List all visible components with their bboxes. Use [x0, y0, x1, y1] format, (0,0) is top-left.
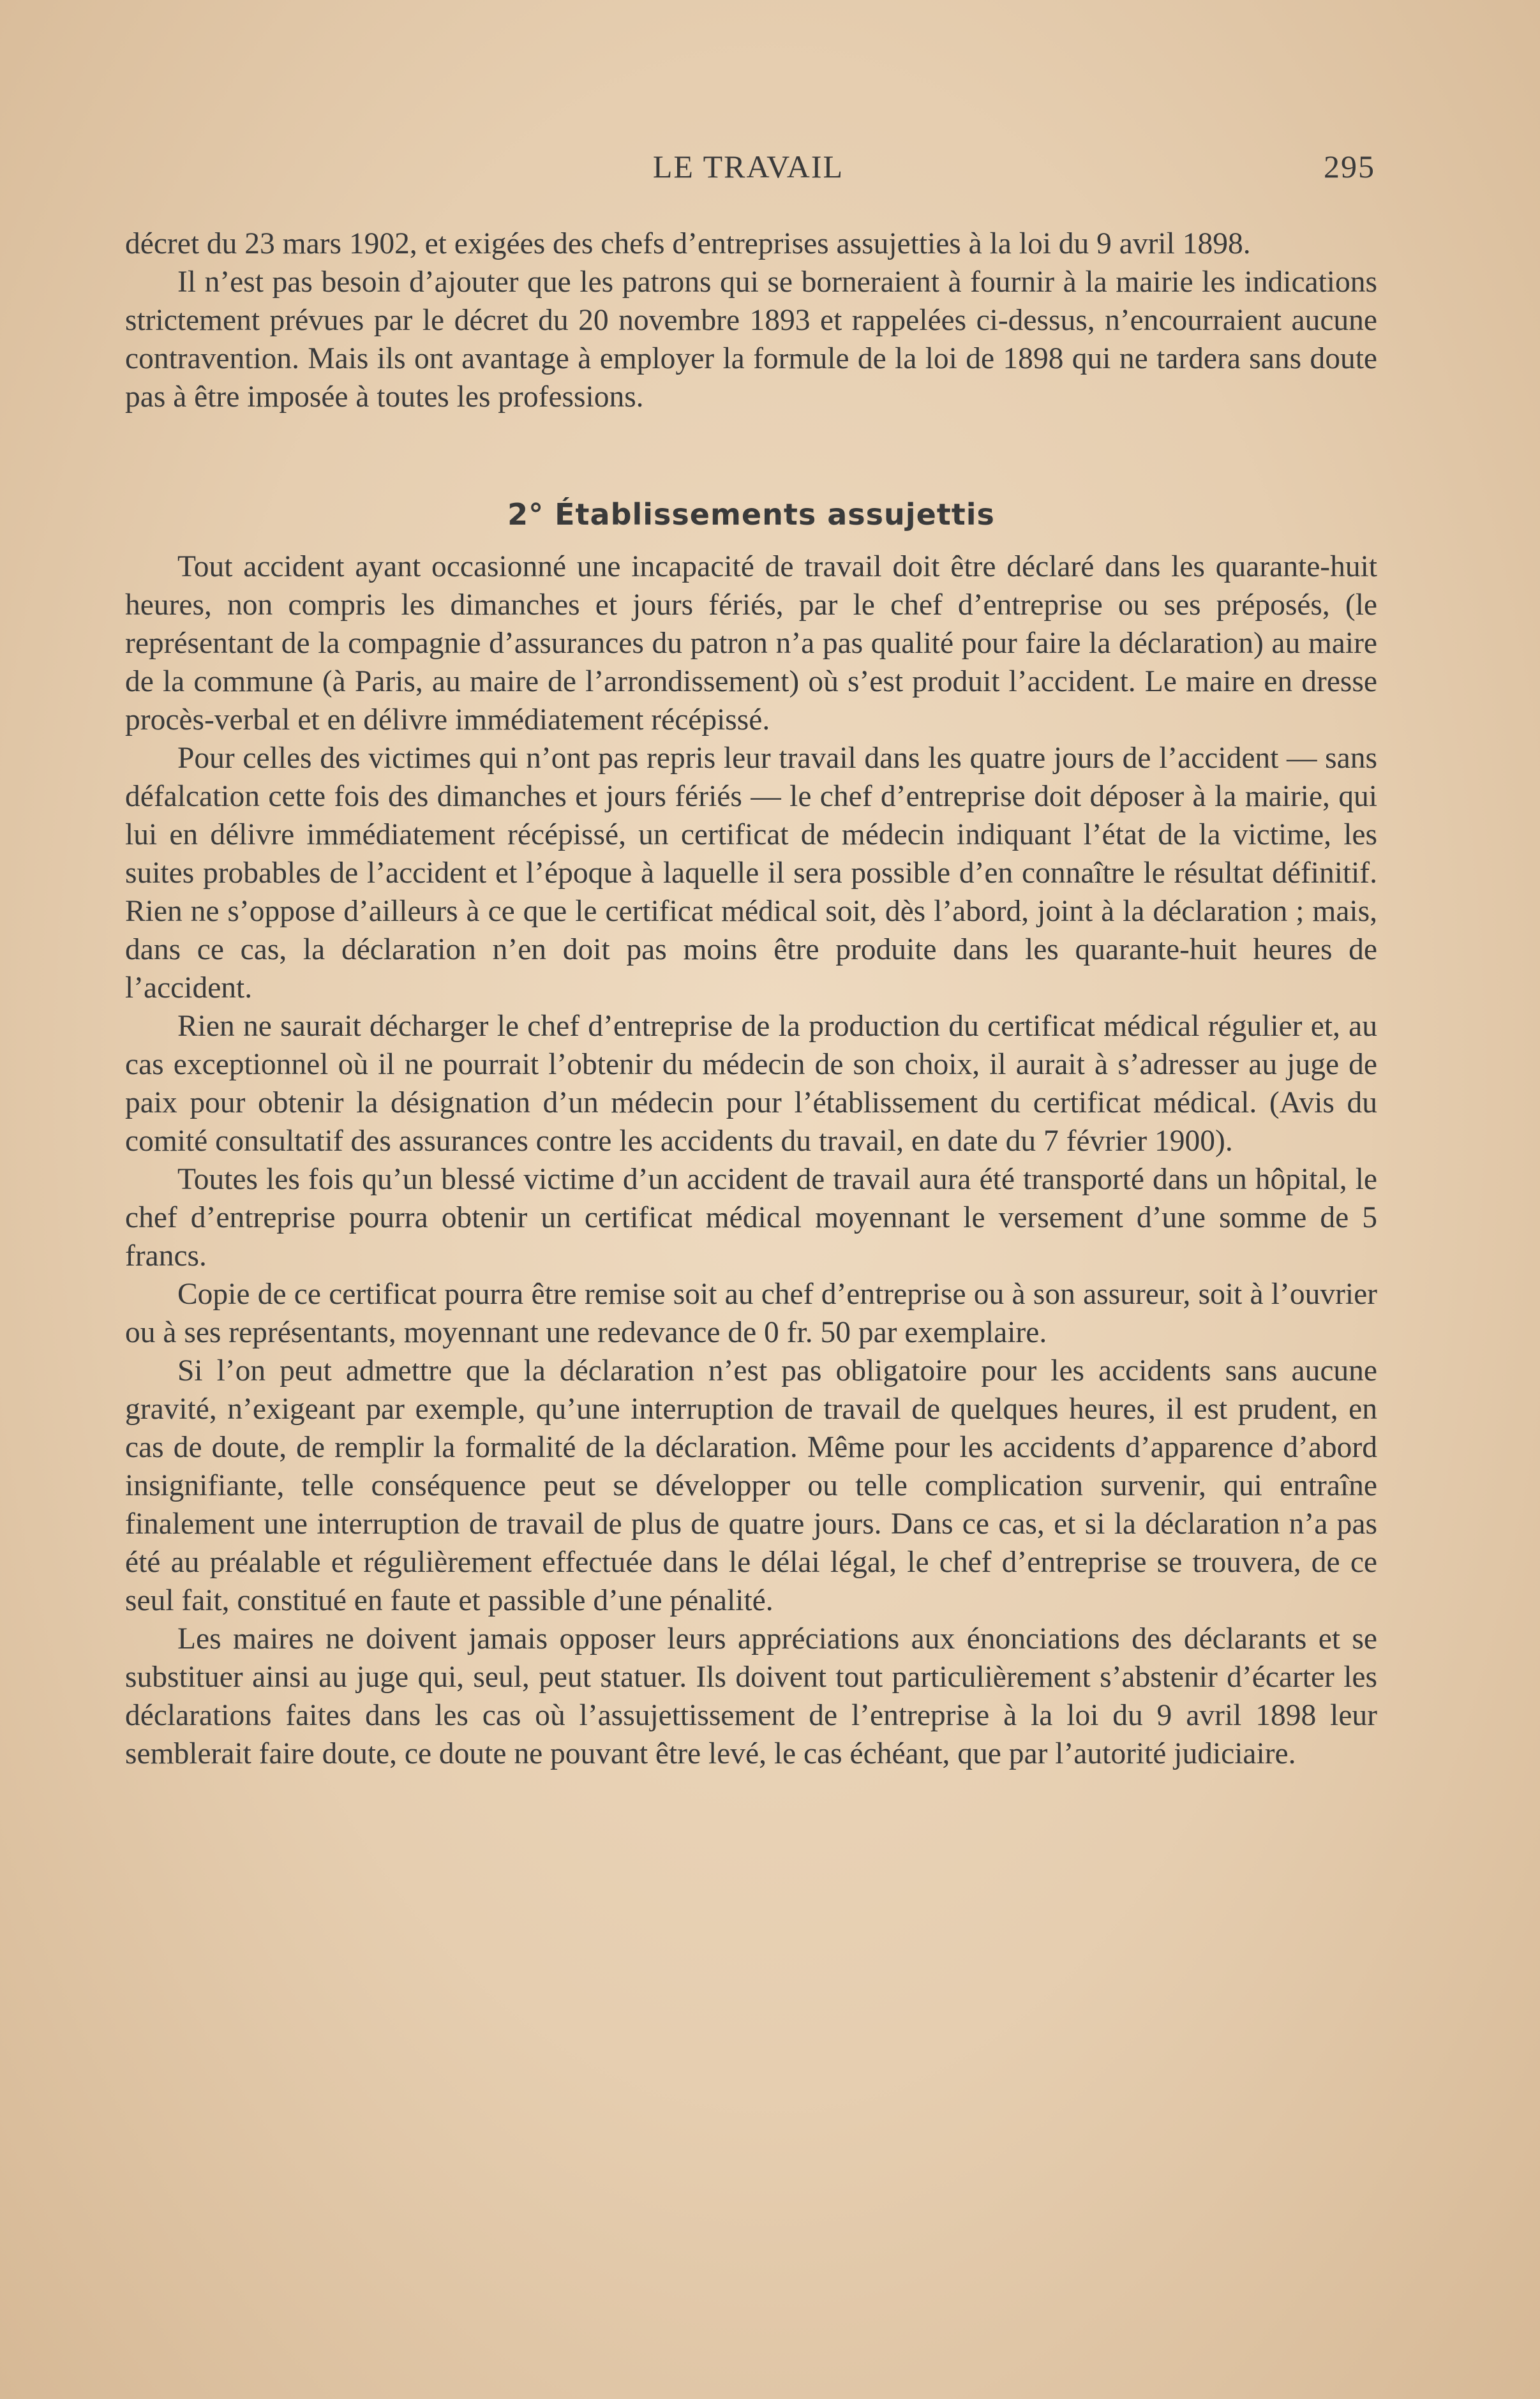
paragraph: Il n’est pas besoin d’ajouter que les patrons qui se borneraient à fournir à la mairie les indications strictement prévues par le décret du 20 novembre 1893 et rappelées ci-dessus, n’encourraient aucune contravention. Mais ils ont avantage à employer la formule de la loi de 1898 qui ne tardera sans doute pas à être imposée à toutes les professions. [125, 265, 1377, 414]
paragraph: Rien ne saurait décharger le chef d’entreprise de la production du certificat médical régulier et, au cas exceptionnel où il ne pourrait l’obtenir du médecin de son choix, il aurait à s’adresser au juge de paix pour obtenir la désignation d’un médecin pour l’établissement du certificat médical. (Avis du comité consultatif des assurances contre les accidents du travail, en date du 7 février 1900). [125, 1010, 1377, 1158]
running-title: LE TRAVAIL [652, 149, 844, 184]
paragraph: Copie de ce certificat pourra être remise soit au chef d’entreprise ou à son assureur, soit à l’ouvrier ou à ses représentants, moyennant une redevance de 0 fr. 50 par exemplaire. [125, 1278, 1377, 1349]
paragraph: Tout accident ayant occasionné une incapacité de travail doit être déclaré dans les quarante-huit heures, non compris les dimanches et jours fériés, par le chef d’entreprise ou ses préposés, (le représentant de la compagnie d’assurances du patron n’a pas qualité pour faire la déclaration) au maire de la commune (à Paris, au maire de l’arrondissement) où s’est produit l’accident. Le maire en dresse procès-verbal et en délivre immédiatement récépissé. [125, 550, 1377, 736]
paragraph: Toutes les fois qu’un blessé victime d’un accident de travail aura été transporté dans un hôpital, le chef d’entreprise pourra obtenir un certificat médical moyennant le versement d’une somme de 5 francs. [125, 1163, 1377, 1273]
paragraph: Les maires ne doivent jamais opposer leurs appréciations aux énonciations des déclarants et se substituer ainsi au juge qui, seul, peut statuer. Ils doivent tout particulièrement s’abstenir d’écarter les déclarations faites dans les cas où l’assujettissement de l’entreprise à la loi du 9 avril 1898 leur semblerait faire doute, ce doute ne pouvant être levé, le cas échéant, que par l’autorité judiciaire. [125, 1622, 1377, 1770]
page-header [121, 148, 1375, 193]
paragraph: décret du 23 mars 1902, et exigées des chefs d’entreprises assujetties à la loi du 9 avril 1898. [125, 227, 1251, 260]
section-heading: 2° Établissements assujettis [507, 497, 995, 532]
page-number: 295 [1324, 149, 1375, 184]
paragraph: Si l’on peut admettre que la déclaration n’est pas obligatoire pour les accidents sans aucune gravité, n’exigeant par exemple, qu’une interruption de travail de quelques heures, il est prudent, en cas de doute, de remplir la formalité de la déclaration. Même pour les accidents d’apparence d’abord insignifiante, telle conséquence peut se développer ou telle complication survenir, qui entraîne finalement une interruption de travail de plus de quatre jours. Dans ce cas, et si la déclaration n’a pas été au préalable et régulièrement effectuée dans le délai légal, le chef d’entreprise se trouvera, de ce seul fait, constitué en faute et passible d’une pénalité. [125, 1354, 1377, 1617]
paragraph: Pour celles des victimes qui n’ont pas repris leur travail dans les quatre jours de l’accident — sans défalcation cette fois des dimanches et jours fériés — le chef d’entreprise doit déposer à la mairie, qui lui en délivre immédiatement récépissé, un certificat de médecin indiquant l’état de la victime, les suites probables de l’accident et l’époque à laquelle il sera possible d’en connaître le résultat définitif. Rien ne s’oppose d’ailleurs à ce que le certificat médical soit, dès l’abord, joint à la déclaration ; mais, dans ce cas, la déclaration n’en doit pas moins être produite dans les quarante-huit heures de l’accident. [125, 742, 1377, 1005]
page-body [125, 225, 1377, 1773]
